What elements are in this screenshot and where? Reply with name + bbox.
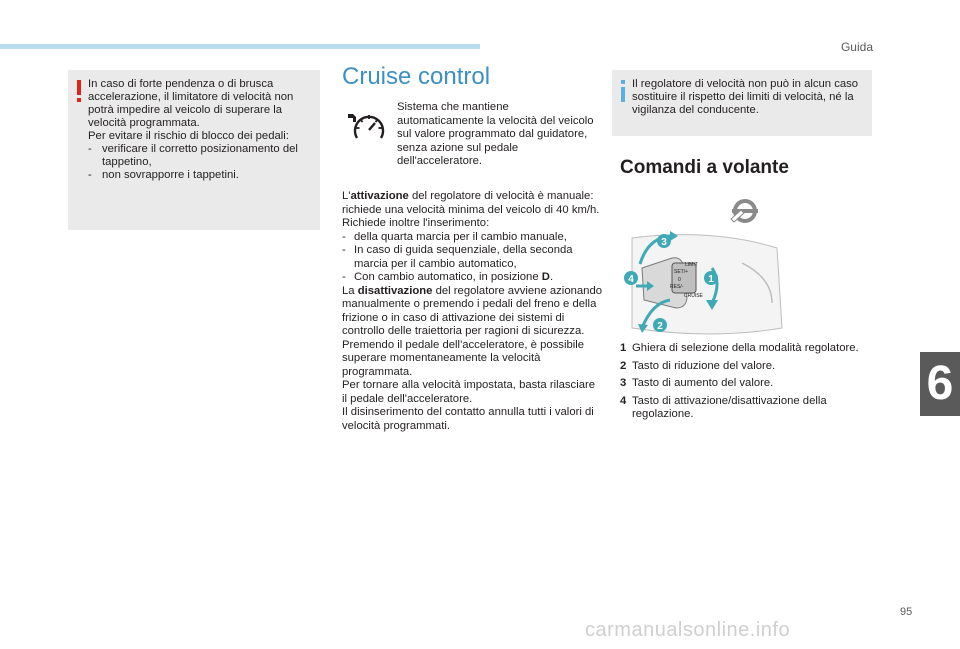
warning-list bbox=[88, 143, 310, 182]
warning-box bbox=[68, 70, 320, 230]
warning-icon bbox=[74, 80, 84, 102]
diagram-label-cruise: CRUISE bbox=[684, 293, 703, 299]
text-run: . bbox=[549, 271, 554, 283]
warning-text-2: Per evitare il rischio di blocco dei pedali: bbox=[88, 130, 289, 142]
callout-4-label: 4 bbox=[628, 274, 634, 285]
callout-3-label: 3 bbox=[661, 237, 667, 248]
list-item: - non sovrapporre i tappetini. bbox=[88, 169, 310, 182]
legend-number: 3 bbox=[620, 377, 627, 389]
text-run: Con cambio automatico, in posizione bbox=[354, 271, 542, 283]
controls-legend bbox=[620, 342, 870, 426]
activation-paragraph bbox=[342, 190, 602, 217]
reset-text: Il disinserimento del contatto annulla tutti i valori di velocità programmati. bbox=[342, 406, 594, 432]
legend-text: Tasto di riduzione del valore. bbox=[632, 359, 776, 372]
return-text: Per tornare alla velocità impostata, basta rilasciare il pedale dell'acceleratore. bbox=[342, 379, 596, 405]
footer-watermark: carmanualsonline.info bbox=[585, 619, 791, 641]
cruise-intro: Sistema che mantiene automaticamente la velocità del veicolo sul valore programmato dal guidatore, senza azione sul pedale dell'acceleratore. bbox=[397, 101, 594, 167]
chapter-tab: 6 bbox=[920, 352, 960, 416]
text-run: L' bbox=[342, 190, 351, 202]
info-icon bbox=[618, 80, 628, 102]
list-item: - verificare il corretto posizionamento del tappetino, bbox=[88, 143, 310, 169]
legend-text: Tasto di aumento del valore. bbox=[632, 377, 774, 389]
legend-item bbox=[620, 377, 870, 391]
section-label: Guida bbox=[840, 40, 873, 54]
legend-text: Ghiera di selezione della modalità regolatore. bbox=[632, 342, 859, 354]
cruise-body bbox=[342, 190, 602, 433]
legend-text: Tasto di attivazione/disattivazione della regolazione. bbox=[632, 394, 827, 420]
requires-text: Richiede inoltre l'inserimento: bbox=[342, 217, 490, 229]
controls-title: Comandi a volante bbox=[620, 157, 789, 178]
info-box bbox=[612, 70, 872, 136]
steering-controls-diagram bbox=[612, 228, 787, 343]
info-text: Il regolatore di velocità non può in alcun caso sostituire il rispetto dei limiti di velocità, né la vigilanza del conducente. bbox=[632, 78, 859, 116]
header-bar bbox=[0, 44, 480, 49]
warning-text-1: In caso di forte pendenza o di brusca accelerazione, il limitatore di velocità non potrà impedire al veicolo di superare la velocità programmata. bbox=[88, 78, 294, 129]
diagram-label-limit: LIMIT bbox=[685, 262, 698, 268]
gear-position: D bbox=[541, 271, 550, 283]
legend-number: 2 bbox=[620, 359, 627, 372]
diagram-label-off: 0 bbox=[678, 277, 681, 283]
text-run: del regolatore avviene azionando manualmente o premendo i pedali del freno e della frizione o in caso di attivazione dei sistemi di controllo delle traiettoria per ragioni di sicurezza. bbox=[342, 284, 603, 337]
diagram-label-set: SET/+ bbox=[674, 269, 689, 275]
legend-number: 4 bbox=[620, 394, 627, 407]
legend-item bbox=[620, 342, 870, 356]
legend-item bbox=[620, 360, 870, 374]
accelerator-text: Premendo il pedale dell'acceleratore, è possibile superare momentaneamente la velocità programmata. bbox=[342, 338, 585, 378]
steering-wheel-icon bbox=[728, 197, 762, 225]
deactivation-paragraph bbox=[342, 285, 602, 339]
activation-term: attivazione bbox=[350, 190, 409, 202]
diagram-label-res: RES/- bbox=[670, 284, 684, 290]
list-item: - In caso di guida sequenziale, della seconda marcia per il cambio automatico, bbox=[342, 244, 602, 271]
text-run: del regolatore di velocità è manuale: richiede una velocità minima del veicolo di 40 km/h. bbox=[342, 190, 600, 216]
text-run: La bbox=[342, 284, 358, 297]
requires-list bbox=[342, 231, 602, 285]
cruise-control-icon bbox=[347, 112, 387, 142]
callout-1-label: 1 bbox=[708, 274, 714, 285]
deactivation-term: disattivazione bbox=[357, 284, 433, 297]
page-number: 95 bbox=[900, 606, 913, 618]
legend-number: 1 bbox=[620, 342, 627, 354]
callout-2-label: 2 bbox=[657, 321, 663, 332]
legend-item bbox=[620, 395, 870, 422]
list-item bbox=[342, 271, 602, 285]
page-title: Cruise control bbox=[342, 63, 491, 90]
list-item: - della quarta marcia per il cambio manuale, bbox=[342, 231, 602, 245]
